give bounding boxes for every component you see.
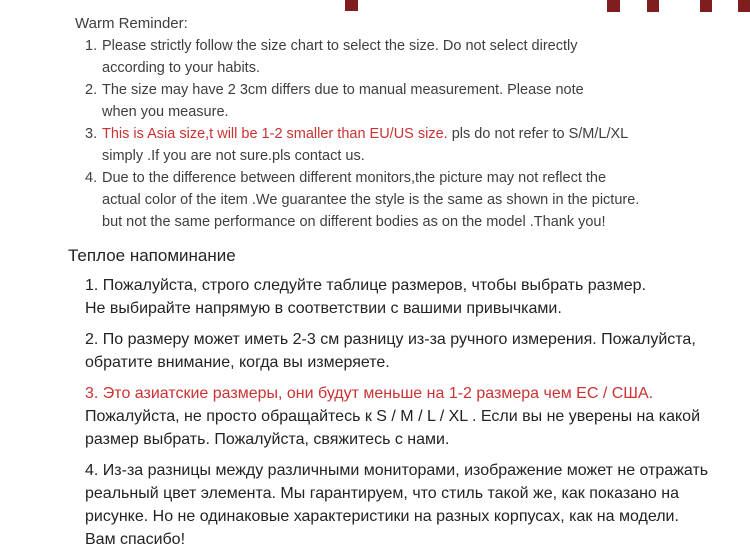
text-line bbox=[85, 505, 738, 528]
item-number: 2. bbox=[85, 82, 98, 98]
text-part: pls do not refer to S/M/L/XL bbox=[447, 126, 629, 142]
russian-items-container bbox=[68, 274, 738, 551]
text-part: Не выбирайте напрямую в соответствии с вашими привычками. bbox=[85, 300, 562, 317]
russian-reminder-item bbox=[68, 382, 738, 451]
text-line bbox=[102, 35, 725, 57]
item-text bbox=[102, 79, 725, 123]
text-line bbox=[102, 123, 725, 145]
english-reminder-item bbox=[75, 79, 725, 123]
text-part: The size may have 2 3cm differs due to manual measurement. Please note bbox=[102, 82, 584, 98]
text-part: размер выбрать. Пожалуйста, свяжитесь с нами. bbox=[85, 431, 450, 448]
text-line bbox=[85, 351, 738, 374]
red-square-marker bbox=[647, 0, 659, 12]
item-number: 4. bbox=[85, 170, 98, 186]
red-highlight-text: 3. Это азиатские размеры, они будут меньше на 1-2 размера чем ЕС / США. bbox=[85, 385, 654, 402]
item-text bbox=[102, 123, 725, 167]
russian-reminder-section bbox=[68, 244, 738, 559]
text-line bbox=[85, 405, 738, 428]
red-square-marker bbox=[345, 0, 358, 11]
text-part: simply .If you are not sure.pls contact us. bbox=[102, 148, 365, 164]
red-highlight-text: This is Asia size,t will be 1-2 smaller than EU/US size. bbox=[102, 126, 448, 142]
text-line bbox=[85, 482, 738, 505]
red-square-marker bbox=[607, 0, 620, 12]
english-reminder-section bbox=[75, 13, 725, 233]
red-square-marker bbox=[738, 0, 750, 12]
english-section-title: Warm Reminder: bbox=[75, 15, 188, 32]
text-line bbox=[102, 79, 725, 101]
text-line bbox=[85, 382, 738, 405]
text-line bbox=[85, 274, 738, 297]
item-number: 3. bbox=[85, 126, 98, 142]
item-text bbox=[102, 35, 725, 79]
english-reminder-item bbox=[75, 35, 725, 79]
text-part: actual color of the item .We guarantee the style is the same as shown in the picture. bbox=[102, 192, 640, 208]
english-reminder-item bbox=[75, 167, 725, 233]
text-part: реальный цвет элемента. Мы гарантируем, что стиль такой же, как показано на bbox=[85, 485, 679, 502]
text-line bbox=[85, 459, 738, 482]
text-part: рисунке. Но не одинаковые характеристики на разных корпусах, как на модели. bbox=[85, 508, 679, 525]
text-part: 4. Из-за разницы между различными мониторами, изображение может не отражать bbox=[85, 462, 709, 479]
text-line bbox=[102, 211, 725, 233]
text-line bbox=[85, 528, 738, 551]
item-text bbox=[102, 167, 725, 233]
text-line bbox=[102, 189, 725, 211]
english-items-container bbox=[75, 35, 725, 233]
text-part: when you measure. bbox=[102, 104, 229, 120]
text-part: but not the same performance on different bodies as on the model .Thank you! bbox=[102, 214, 606, 230]
text-line bbox=[102, 57, 725, 79]
russian-section-title: Теплое напоминание bbox=[68, 246, 236, 265]
text-line bbox=[85, 328, 738, 351]
russian-reminder-item bbox=[68, 274, 738, 320]
text-part: 2. По размеру может иметь 2-3 см разницу из-за ручного измерения. Пожалуйста, bbox=[85, 331, 696, 348]
text-part: обратите внимание, когда вы измеряете. bbox=[85, 354, 390, 371]
item-number: 1. bbox=[85, 38, 98, 54]
text-line bbox=[102, 145, 725, 167]
red-square-marker bbox=[700, 0, 712, 12]
text-line bbox=[85, 428, 738, 451]
text-line bbox=[85, 297, 738, 320]
text-part: Due to the difference between different monitors,the picture may not reflect the bbox=[102, 170, 607, 186]
text-line bbox=[102, 101, 725, 123]
text-part: Пожалуйста, не просто обращайтесь к S / M / L / XL . Если вы не уверены на какой bbox=[85, 408, 700, 425]
text-part: Вам спасибо! bbox=[85, 531, 186, 548]
text-line bbox=[102, 167, 725, 189]
text-part: according to your habits. bbox=[102, 60, 260, 76]
english-reminder-item bbox=[75, 123, 725, 167]
russian-reminder-item bbox=[68, 328, 738, 374]
text-part: 1. Пожалуйста, строго следуйте таблице размеров, чтобы выбрать размер. bbox=[85, 277, 646, 294]
russian-reminder-item bbox=[68, 459, 738, 551]
text-part: Please strictly follow the size chart to select the size. Do not select directly bbox=[102, 38, 578, 54]
